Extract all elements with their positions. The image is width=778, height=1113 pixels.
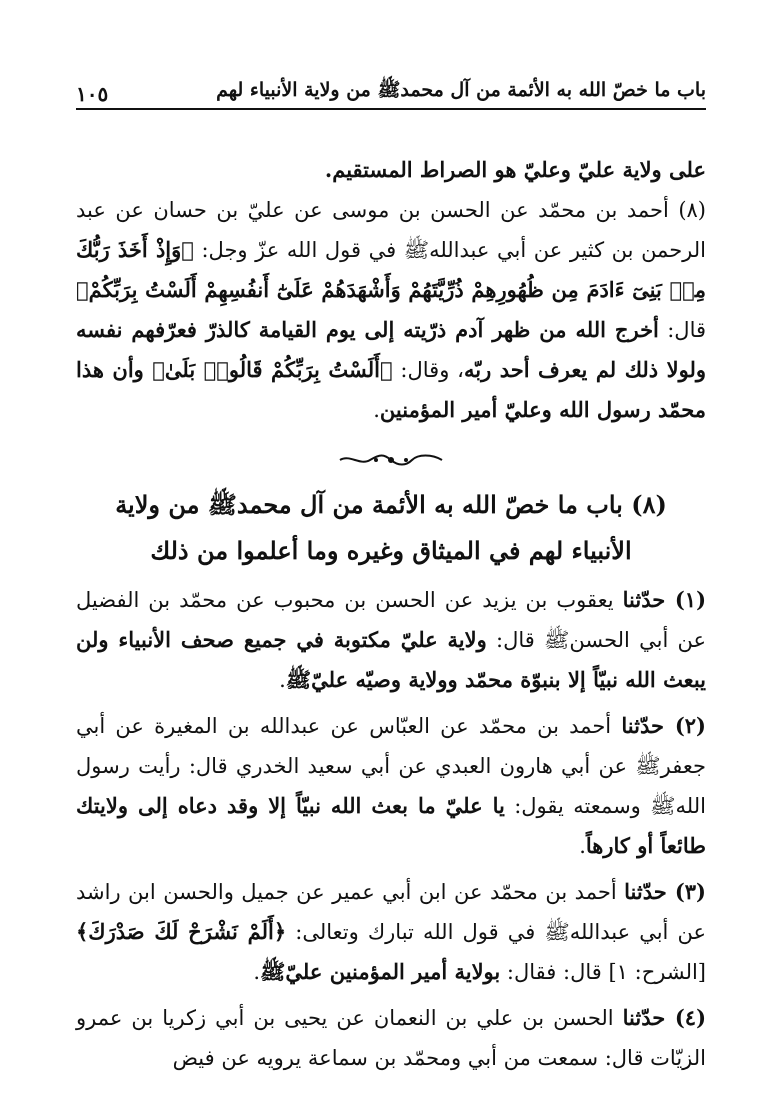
- hadith-3-number: (٣) حدّثنا: [624, 879, 706, 904]
- hadith-4-chain: الحسن بن علي بن النعمان عن يحيى بن أبي زكريا بن عمرو الزيّات قال: سمعت من أبي ومحمّد بن سماعة يرويه عن فيض: [76, 1006, 706, 1070]
- hadith-1-chain: يعقوب بن يزيد عن الحسن بن محبوب عن محمّد بن الفضيل عن أبي الحسنﷺ قال:: [76, 588, 707, 652]
- section-divider-ornament: [76, 452, 706, 468]
- page-body: [76, 150, 706, 1078]
- hadith-8: [76, 190, 706, 430]
- hadith-4: [76, 998, 706, 1078]
- hadith-3-text: بولاية أمير المؤمنين عليّﷺ: [260, 959, 501, 984]
- hadith-8-chain: أحمد بن محمّد عن الحسن بن موسى عن عليّ بن حسان عن عبد الرحمن بن كثير عن أبي عبداللهﷺ في قول الله عزّ وجل:: [76, 198, 707, 262]
- section-heading-line-1: (٨) باب ما خصّ الله به الأئمة من آل محمدﷺ من ولاية: [115, 490, 667, 519]
- hadith-1-text: ولاية عليّ مكتوبة في جميع صحف الأنبياء ولن يبعث الله نبيّاً إلا بنبوّة محمّد وولاية وصيّه عليّﷺ: [76, 627, 706, 692]
- hadith-8-text-1: أخرج الله من ظهر آدم ذرّيته إلى يوم القيامة كالذرّ فعرّفهم نفسه ولولا ذلك لم يعرف أحد ربّه: [76, 317, 706, 382]
- hadith-2: [76, 706, 706, 866]
- hadith-2-end: .: [579, 834, 586, 858]
- page-number: ١٠٥: [76, 82, 109, 106]
- running-header: [76, 72, 706, 106]
- hadith-1-end: .: [279, 668, 286, 692]
- hadith-2-chain: أحمد بن محمّد عن العبّاس عن عبدالله بن المغيرة عن أبي جعفرﷺ عن أبي هارون العبدي عن أبي سعيد الخدري قال: رأيت رسول اللهﷺ وسمعته يقول:: [76, 714, 706, 818]
- hadith-8-waqal: ، وقال:: [392, 358, 464, 382]
- continued-text: [76, 150, 706, 190]
- hadith-8-quran-2: ﴿أَلَسْتُ بِرَبِّكُمْ قَالُوا۟ بَلَىٰ﴾: [152, 357, 393, 382]
- header-rule: [76, 108, 706, 110]
- header-title: باب ما خصّ الله به الأئمة من آل محمدﷺ من ولاية الأنبياء لهم: [216, 79, 706, 101]
- section-heading: [76, 482, 706, 574]
- section-heading-line-2: الأنبياء لهم في الميثاق وغيره وما أعلموا من ذلك: [150, 536, 632, 565]
- hadith-3-end: .: [253, 960, 261, 984]
- hadith-8-quran-1: ﴿وَإِذْ أَخَذَ رَبُّكَ مِنۢ بَنِىٓ ءَادَمَ مِن ظُهُورِهِمْ ذُرِّيَّتَهُمْ وَأَشْهَدَهُمْ عَلَىٰٓ أَنفُسِهِمْ أَلَسْتُ بِرَبِّكُمْ﴾: [76, 237, 706, 302]
- hadith-3: [76, 872, 706, 992]
- hadith-8-number: (٨): [678, 198, 706, 222]
- hadith-3-reference: [الشرح: ١]: [608, 960, 706, 984]
- hadith-8-qal: قال:: [658, 318, 707, 342]
- hadith-2-number: (٢) حدّثنا: [621, 713, 706, 738]
- continued-line: على ولاية عليّ وعليّ هو الصراط المستقيم.: [324, 157, 706, 182]
- hadith-2-text: يا عليّ ما بعث الله نبيّاً إلا وقد دعاه إلى ولايتك طائعاً أو كارهاً: [76, 793, 706, 858]
- hadith-8-end: .: [373, 398, 380, 422]
- hadith-3-qal: قال: فقال:: [500, 960, 609, 984]
- hadith-3-chain: أحمد بن محمّد عن ابن أبي عمير عن جميل والحسن ابن راشد عن أبي عبداللهﷺ في قول الله تبارك وتعالى:: [76, 880, 706, 944]
- hadith-3-quran: ﴿أَلَمْ نَشْرَحْ لَكَ صَدْرَكَ﴾: [76, 919, 287, 944]
- ornament-icon: [336, 452, 446, 468]
- hadith-4-number: (٤) حدّثنا: [622, 1005, 706, 1030]
- hadith-8-text-2: وأن هذا محمّد رسول الله وعليّ أمير المؤمنين: [76, 357, 706, 422]
- hadith-1-number: (١) حدّثنا: [622, 587, 706, 612]
- hadith-1: [76, 580, 706, 700]
